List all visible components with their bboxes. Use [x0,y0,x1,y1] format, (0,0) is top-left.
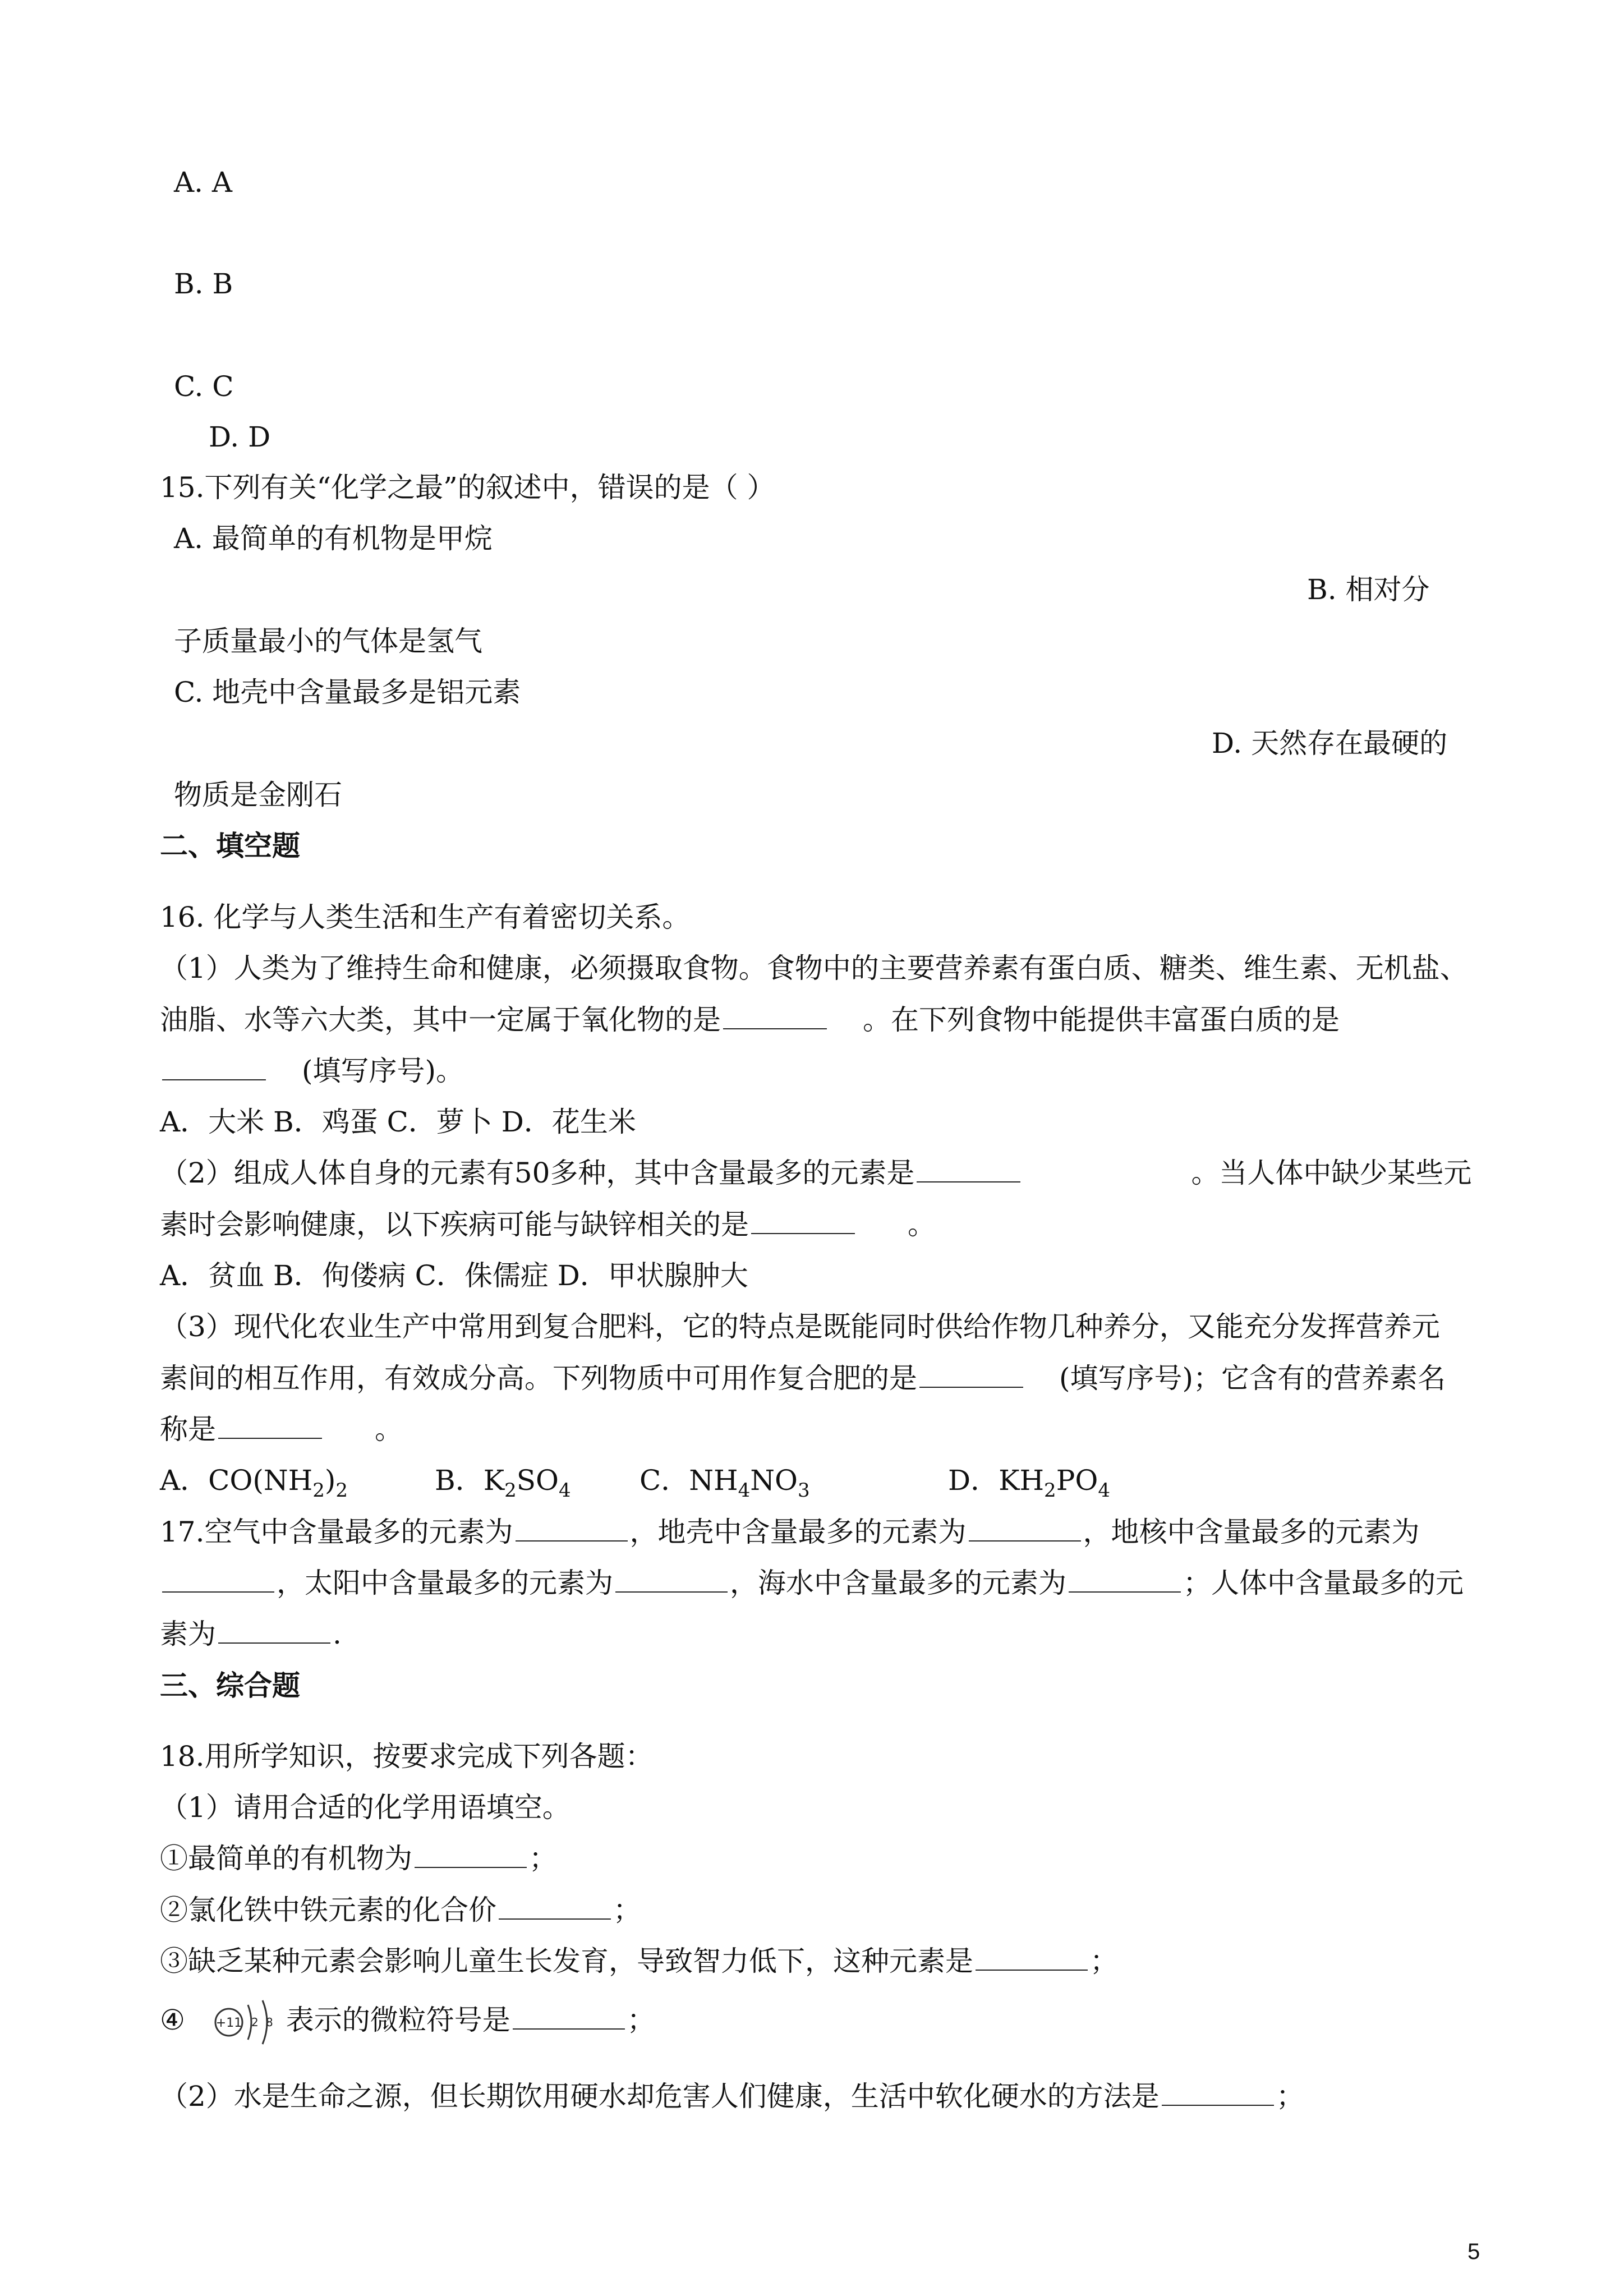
text: 油脂、水等六大类，其中一定属于氧化物的是 [160,1004,721,1036]
text: 表示的微粒符号是 [286,2004,510,2036]
text: ； [627,2004,655,2036]
answer-blank[interactable] [516,1516,628,1542]
text: 17.空气中含量最多的元素为 [160,1516,513,1548]
q15-option-a: A. 最简单的有机物是甲烷 [174,522,493,555]
answer-blank[interactable] [415,1842,527,1868]
answer-blank[interactable] [976,1945,1088,1971]
option-c: C. C [174,370,234,403]
option-b: B. B [174,268,233,300]
section-comprehensive: 三、综合题 [160,1669,300,1702]
text: C．NH [640,1464,738,1497]
text: ； [1276,2080,1304,2113]
answer-blank[interactable] [917,1157,1020,1182]
text: 。当人体中缺少某些元 [1191,1157,1472,1189]
text: （2）水是生命之源，但长期饮用硬水却危害人们健康，生活中软化硬水的方法是 [160,2080,1160,2113]
page-number: 5 [1467,2239,1480,2264]
q15-option-d-cont: 物质是金刚石 [174,779,342,811]
answer-blank[interactable] [218,1618,330,1644]
text: 。 [375,1413,403,1446]
q17-line3 [160,1617,342,1651]
q15-option-d: D. 天然存在最硬的 [1212,727,1448,760]
q18-item4 [160,1995,655,2047]
text: ②氯化铁中铁元素的化合价 [160,1894,496,1926]
q18-part2 [160,2079,1304,2114]
answer-blank[interactable] [969,1516,1081,1542]
text: ①最简单的有机物为 [160,1842,412,1875]
q17-line2 [160,1566,1464,1600]
q16-p3-option-b: B．$K_2SO_4$ [435,1464,571,1502]
text: ； [613,1894,641,1926]
atom-structure-diagram [208,1997,280,2047]
text: （2）组成人体自身的元素有50多种，其中含量最多的元素是 [160,1157,915,1189]
text: ，太阳中含量最多的元素为 [277,1567,613,1599]
q15-option-b: B. 相对分 [1307,573,1430,606]
q16-p3-option-a: A．$CO(NH_2)_2$ [160,1464,348,1502]
text: ； [529,1842,557,1875]
answer-blank[interactable] [162,1055,266,1080]
shell1-electrons: 2 [251,2016,259,2029]
text: 。在下列食物中能提供丰富蛋白质的是 [863,1004,1340,1036]
text: 素间的相互作用，有效成分高。下列物质中可用作复合肥的是 [160,1362,917,1395]
q18-item2 [160,1893,641,1927]
option-d: D. D [209,421,271,453]
nucleus-charge: +11 [215,2016,242,2030]
text: 素时会影响健康，以下疾病可能与缺锌相关的是 [160,1208,749,1241]
text: ，海水中含量最多的元素为 [730,1567,1066,1599]
q16-p1-line3 [160,1053,464,1088]
q18-stem: 18.用所学知识，按要求完成下列各题： [160,1740,654,1773]
answer-blank[interactable] [919,1362,1023,1388]
text: ，地壳中含量最多的元素为 [629,1516,967,1548]
answer-blank[interactable] [751,1208,855,1234]
text: . [333,1618,342,1650]
q18-item3 [160,1944,1118,1978]
section-fill-in: 二、填空题 [160,830,300,862]
q16-stem: 16. 化学与人类生活和生产有着密切关系。 [160,901,691,933]
text: 称是 [160,1413,216,1446]
q15-option-c: C. 地壳中含量最多是铝元素 [174,676,521,708]
text: B．K [435,1464,505,1497]
text: ；人体中含量最多的元 [1183,1567,1464,1599]
q17-line1 [160,1515,1420,1549]
q18-item1 [160,1841,557,1876]
text: 。 [908,1208,936,1241]
q16-p3-option-c: C．$NH_4NO_3$ [640,1464,810,1502]
option-a: A. A [174,166,233,199]
text: ； [1090,1945,1118,1977]
q16-p2-line1 [160,1156,1471,1190]
text: A．CO(NH [160,1464,313,1497]
q16-p3-option-d: D．$KH_2PO_4$ [948,1464,1110,1502]
q16-p3-line3 [160,1412,403,1447]
answer-blank[interactable] [162,1567,274,1593]
answer-blank[interactable] [1162,2080,1274,2106]
q16-p2-line2 [160,1207,936,1242]
text: ④ [160,2004,185,2036]
q16-p3-line2 [160,1361,1446,1396]
text: ，地核中含量最多的元素为 [1083,1516,1420,1548]
text: D．KH [948,1464,1045,1497]
q15-stem: 15.下列有关“化学之最”的叙述中，错误的是（ ） [160,471,775,504]
answer-blank[interactable] [499,1894,611,1920]
q16-p2-options: A．贫血 B．佝偻病 C．侏儒症 D．甲状腺肿大 [160,1259,748,1292]
q16-p1-line2 [160,1002,1340,1037]
q16-p3-line1: （3）现代化农业生产中常用到复合肥料，它的特点是既能同时供给作物几种养分，又能充分发挥营养元 [160,1310,1440,1343]
answer-blank[interactable] [723,1004,827,1029]
shell2-electrons: 8 [265,2016,273,2029]
q16-p1-line1: （1）人类为了维持生命和健康，必须摄取食物。食物中的主要营养素有蛋白质、糖类、维生素、无机盐、 [160,952,1468,984]
answer-blank[interactable] [218,1413,322,1439]
text: 素为 [160,1618,216,1650]
text: (填写序号)；它含有的营养素名 [1059,1362,1446,1395]
answer-blank[interactable] [513,2004,625,2030]
answer-blank[interactable] [615,1567,728,1593]
q15-option-b-cont: 子质量最小的气体是氢气 [174,625,482,657]
answer-blank[interactable] [1069,1567,1181,1593]
text: (填写序号)。 [302,1055,464,1087]
q16-p1-options: A．大米 B．鸡蛋 C．萝卜 D．花生米 [160,1106,636,1138]
text: ③缺乏某种元素会影响儿童生长发育，导致智力低下，这种元素是 [160,1945,973,1977]
q18-part1: （1）请用合适的化学用语填空。 [160,1791,571,1824]
